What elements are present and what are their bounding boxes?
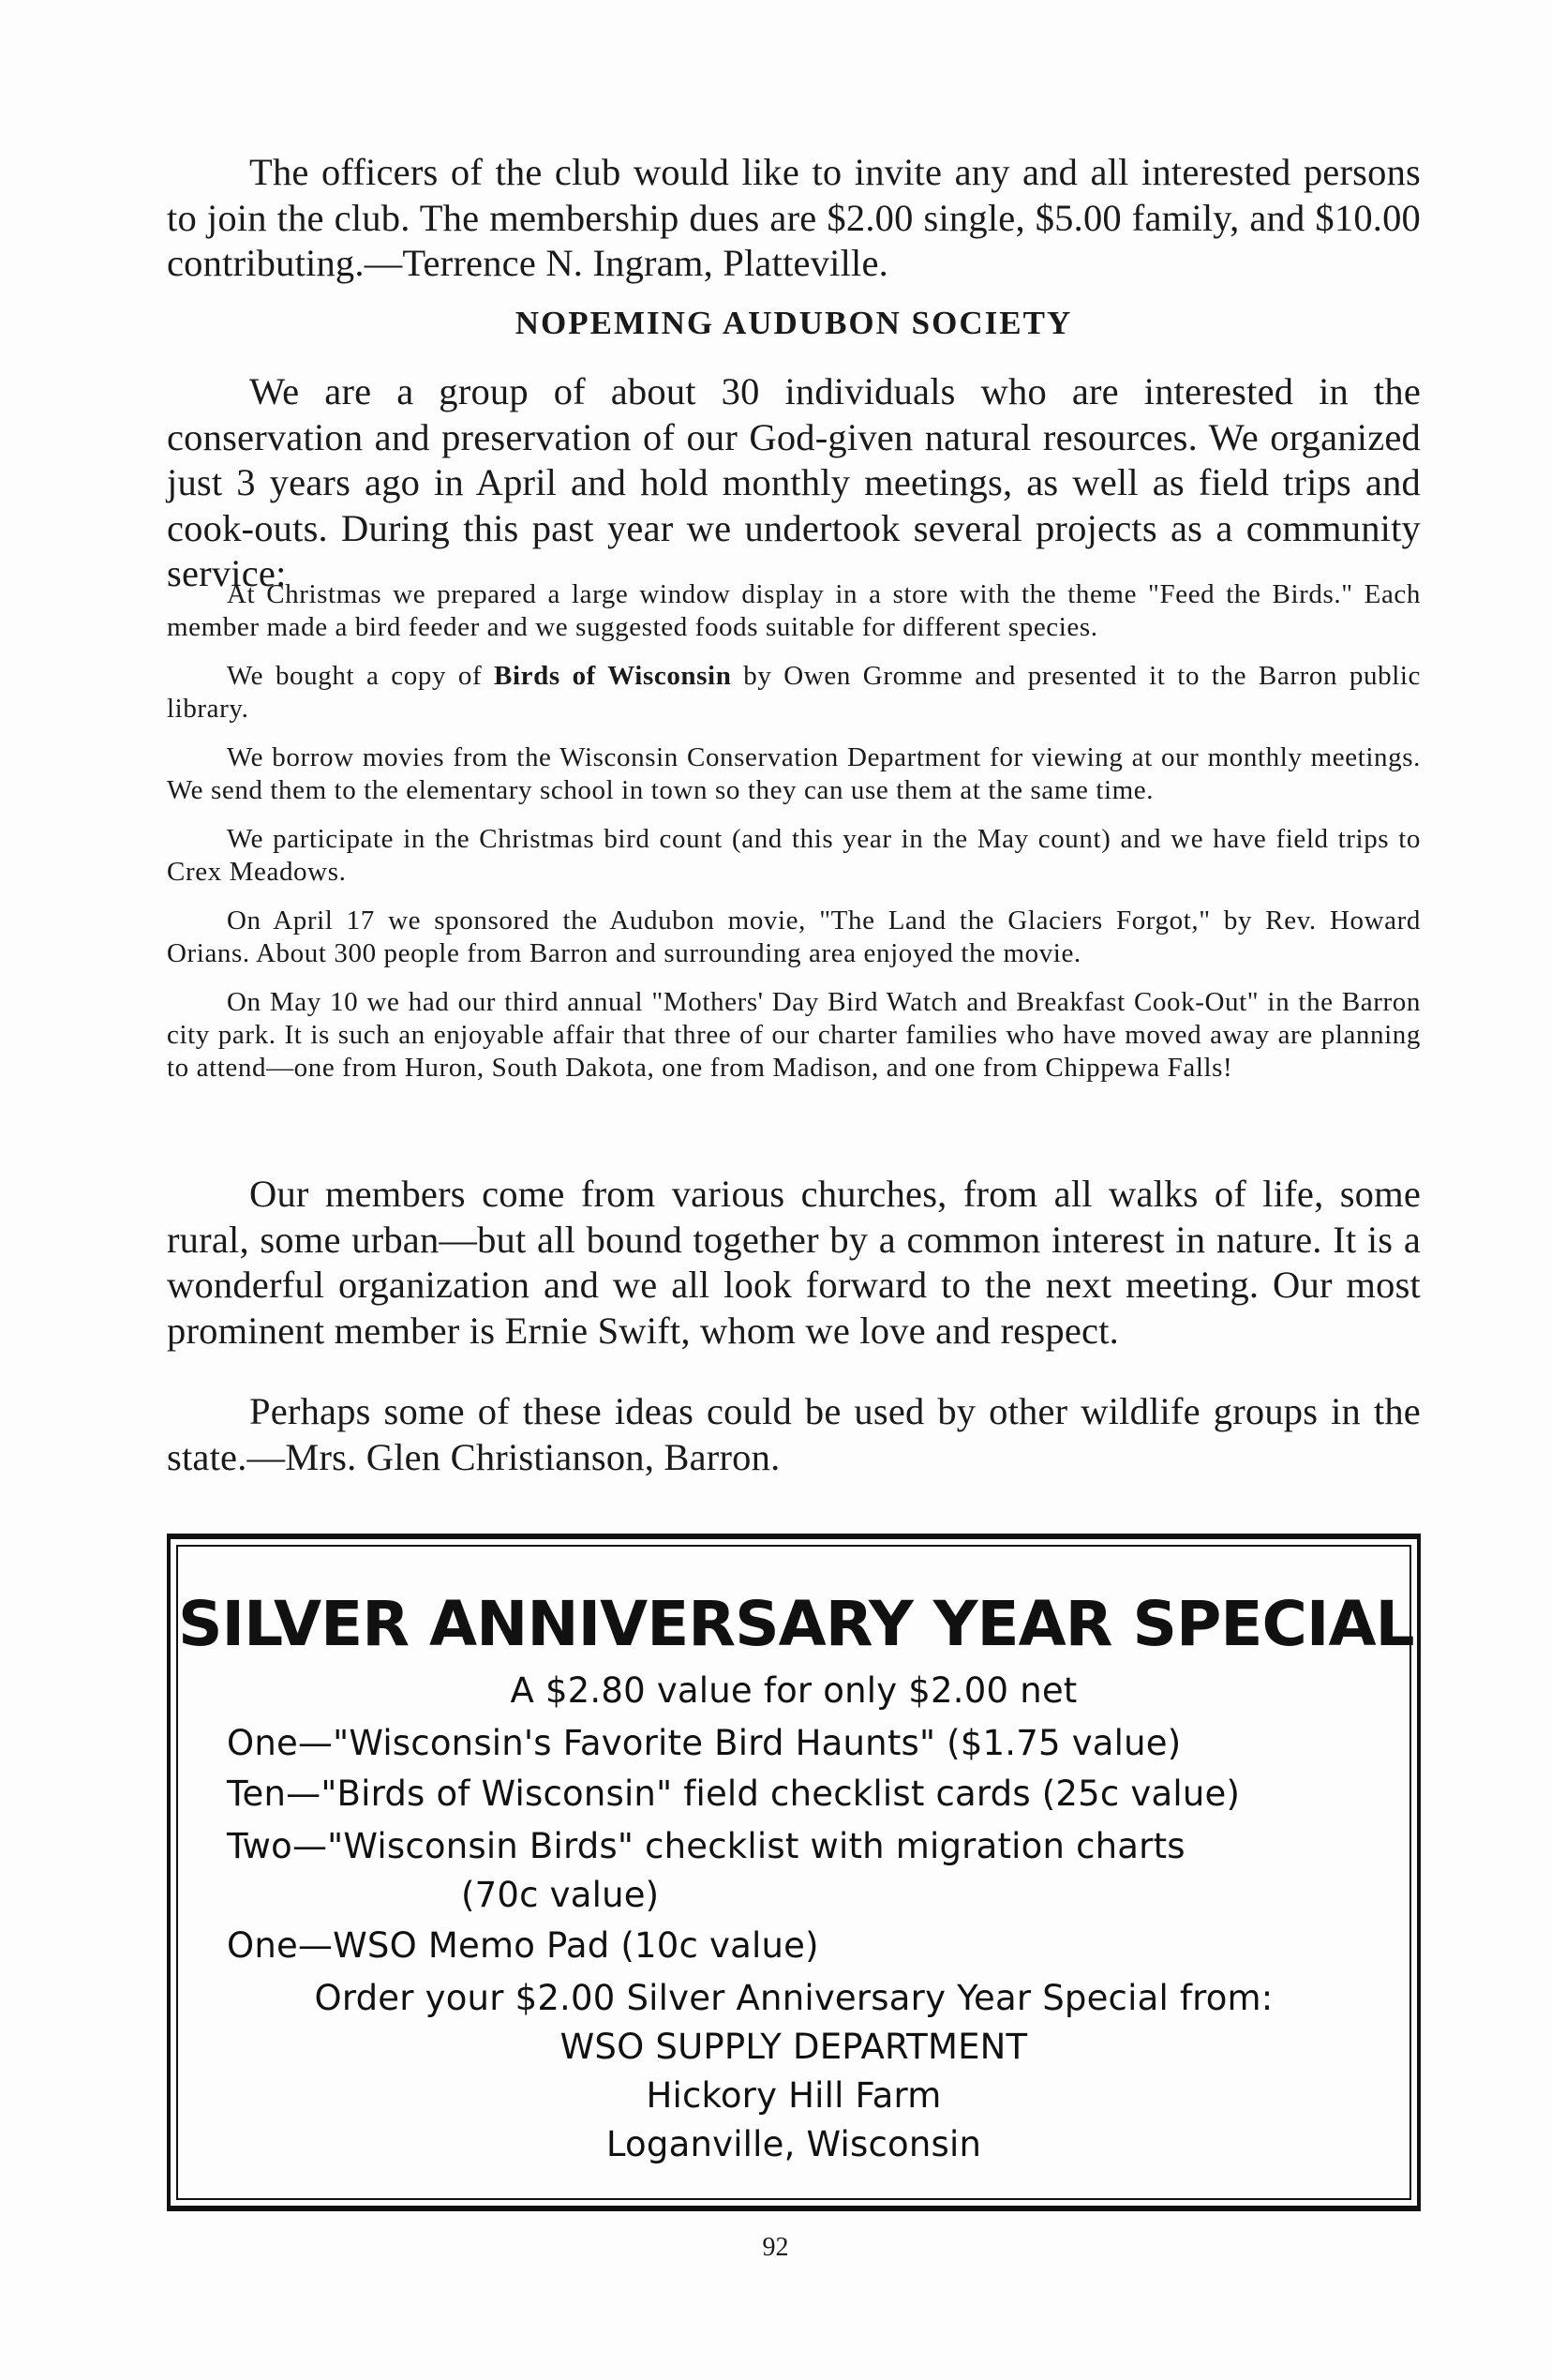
offer-address-line: WSO SUPPLY DEPARTMENT [559,2027,1028,2067]
nopeming-section [167,305,1421,342]
offer-item: One—WSO Memo Pad (10c value) [227,1925,819,1966]
project-bird-count: We participate in the Christmas bird count (and this year in the May count) and we have field trips to Crex Meadows. [167,824,1421,887]
offer-order-line: Order your $2.00 Silver Anniversary Year Special from: [314,1978,1274,2018]
project-book [167,660,1421,726]
offer-value-line: A $2.80 value for only $2.00 net [510,1670,1078,1711]
book-title: Birds of Wisconsin [494,661,732,691]
project-christmas: At Christmas we prepared a large window display in a store with the theme "Feed the Birds." Each member made a bird feeder and we suggested foods suitable for different species. [167,579,1421,642]
offer-address-line: Hickory Hill Farm [646,2075,942,2116]
section-lead-block [167,369,1421,597]
offer-item: Two—"Wisconsin Birds" checklist with migration charts [227,1826,1186,1866]
special-offer-inner-border [176,1545,1414,2200]
members-block [167,1172,1421,1354]
offer-item: Ten—"Birds of Wisconsin" field checklist cards (25c value) [227,1774,1241,1814]
offer-title: SILVER ANNIVERSARY YEAR SPECIAL [178,1588,1414,1660]
project-movies: We borrow movies from the Wisconsin Conservation Department for viewing at our monthly meetings. We send them to the elementary school in town so they can use them at the same time. [167,742,1421,805]
project-book-text-b: by Owen Gromme and presented it to the Barron public library. [167,661,1421,724]
closing-paragraph: Perhaps some of these ideas could be used by other wildlife groups in the state.—Mrs. Glen Christianson, Barron. [167,1390,1421,1478]
offer-address-line: Loganville, Wisconsin [605,2124,982,2164]
project-book-text-a: We bought a copy of [227,661,495,691]
section-lead-paragraph: We are a group of about 30 individuals who are interested in the conservation and preservation of our God-given natural resources. We organized just 3 years ago in April and hold monthly meetings, as well as field trips and cook-outs. During this past year we undertook several projects as a community service: [167,370,1421,594]
intro-block [167,150,1421,287]
special-offer-box [167,1534,1421,2211]
project-audubon-movie: On April 17 we sponsored the Audubon movie, "The Land the Glaciers Forgot," by Rev. Howard Orians. About 300 people from Barron and surrounding area enjoyed the movie. [167,906,1421,968]
closing-block [167,1389,1421,1480]
offer-item: One—"Wisconsin's Favorite Bird Haunts" ($1.75 value) [227,1723,1182,1763]
members-paragraph: Our members come from various churches, from all walks of life, some rural, some urban—but all bound together by a common interest in nature. It is a wonderful organization and we all look forward to the next meeting. Our most prominent member is Ernie Swift, whom we love and respect. [167,1173,1421,1352]
offer-item-continuation: (70c value) [461,1875,660,1915]
project-mothers-day: On May 10 we had our third annual "Mothers' Day Bird Watch and Breakfast Cook-Out" in the Barron city park. It is such an enjoyable affair that three of our charter families who have moved away are planning to attend—one from Huron, South Dakota, one from Madison, and one from Chippewa Falls! [167,987,1421,1083]
projects-list [167,578,1421,1100]
section-heading: NOPEMING AUDUBON SOCIETY [515,305,1073,341]
page-number: 92 [762,2233,789,2262]
intro-paragraph: The officers of the club would like to invite any and all interested persons to join the club. The membership dues are $2.00 single, $5.00 family, and $10.00 contributing.—Terrence N. Ingram, Platteville. [167,151,1421,284]
